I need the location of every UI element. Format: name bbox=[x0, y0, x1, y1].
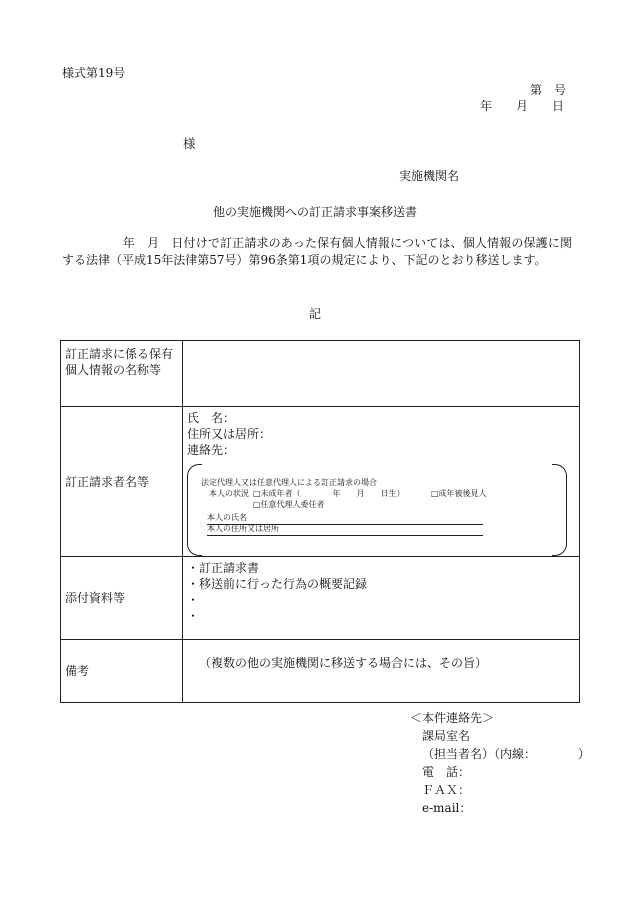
right-bracket bbox=[552, 464, 567, 556]
remarks-label: 備考 bbox=[61, 640, 183, 703]
agent-heading: 法定代理人又は任意代理人による訂正請求の場合 bbox=[201, 478, 377, 487]
form-number: 様式第19号 bbox=[62, 66, 126, 80]
contact-fax: ＦＡＸ： bbox=[422, 783, 471, 797]
contact-email: e-mail： bbox=[422, 801, 472, 815]
adult-ward-checkbox: □成年被後見人 bbox=[431, 489, 487, 498]
contact-department: 課局室名 bbox=[422, 729, 471, 743]
person-name-label: 本人の氏名 bbox=[207, 513, 247, 522]
requester-contact-label: 連絡先： bbox=[187, 443, 236, 457]
person-address-underline bbox=[207, 535, 483, 536]
contact-person: （担当者名）（内線： ） bbox=[422, 747, 591, 761]
left-bracket bbox=[187, 464, 202, 556]
organization-name: 実施機関名 bbox=[399, 169, 460, 183]
person-address-label: 本人の住所又は居所 bbox=[207, 524, 279, 533]
table-row bbox=[61, 341, 580, 407]
table-row bbox=[61, 640, 580, 703]
attachment-item: ・ bbox=[187, 609, 200, 623]
table-row bbox=[61, 557, 580, 640]
info-name-label: 訂正請求に係る保有個人情報の名称等 bbox=[61, 341, 183, 407]
info-name-cell bbox=[183, 341, 580, 407]
person-status-label: 本人の状況 bbox=[209, 489, 249, 498]
contact-heading: ＜本件連絡先＞ bbox=[410, 711, 495, 725]
requester-name-label: 氏 名： bbox=[187, 411, 236, 425]
addressee: 様 bbox=[183, 136, 196, 151]
document-number: 第 号 bbox=[530, 83, 567, 97]
remarks-note: （複数の他の実施機関に移送する場合には、その旨） bbox=[199, 656, 488, 670]
requester-cell bbox=[183, 407, 580, 557]
delegator-checkbox: □任意代理人委任者 bbox=[253, 500, 325, 509]
table-row bbox=[61, 407, 580, 557]
document-date: 年 月 日 bbox=[480, 99, 565, 113]
minor-checkbox: □未成年者（ 年 月 日生） bbox=[253, 489, 405, 498]
attachment-item: ・移送前に行った行為の概要記録 bbox=[187, 577, 368, 591]
ki-heading: 記 bbox=[308, 307, 321, 321]
requester-label: 訂正請求者名等 bbox=[61, 407, 183, 557]
attachment-item: ・ bbox=[187, 593, 200, 607]
requester-address-label: 住所又は居所： bbox=[187, 427, 272, 441]
document-title: 他の実施機関への訂正請求事案移送書 bbox=[212, 205, 417, 219]
transfer-table bbox=[60, 340, 580, 703]
agent-request-box bbox=[187, 464, 567, 556]
contact-block bbox=[410, 709, 590, 817]
attachment-item: ・訂正請求書 bbox=[187, 561, 260, 575]
remarks-cell bbox=[183, 640, 580, 703]
body-text: 年 月 日付けで訂正請求のあった保有個人情報については、個人情報の保護に関する法律（平成15年法律第57号）第96条第1項の規定により、下記のとおり移送します。 bbox=[62, 236, 572, 267]
attachments-label: 添付資料等 bbox=[61, 557, 183, 640]
attachments-cell bbox=[183, 557, 580, 640]
contact-tel: 電 話： bbox=[422, 765, 471, 779]
